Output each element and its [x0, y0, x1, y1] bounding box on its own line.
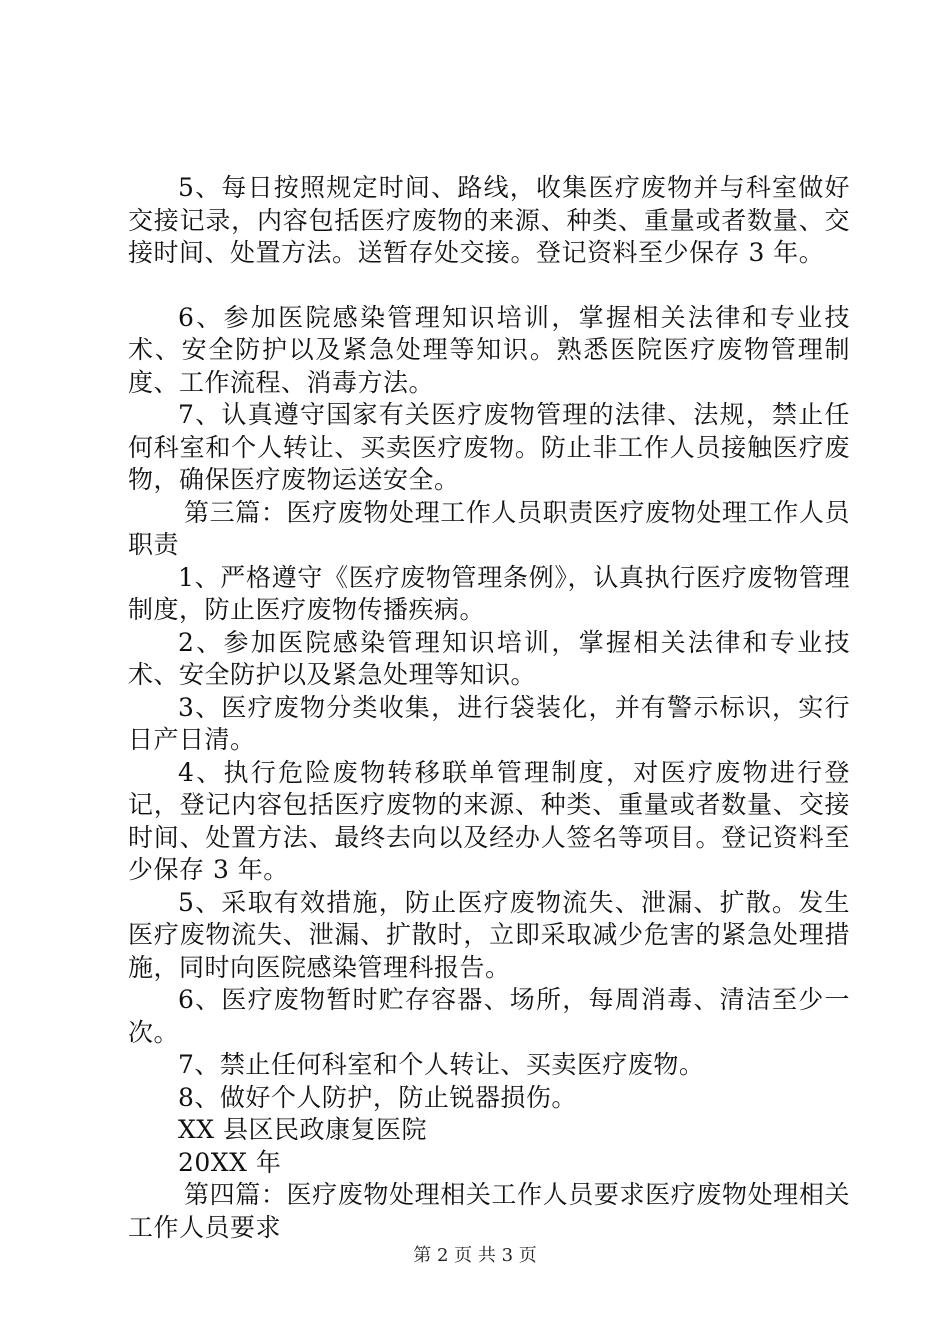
page-number-footer: 第 2 页 共 3 页: [413, 1245, 537, 1266]
paragraph-duty-2: 2、参加医院感染管理知识培训，掌握相关法律和专业技术、安全防护以及紧急处理等知识。: [128, 627, 850, 689]
paragraph-duty-7: 7、禁止任何科室和个人转让、买卖医疗废物。: [178, 1050, 705, 1079]
paragraph-duty-1: 1、严格遵守《医疗废物管理条例》，认真执行医疗废物管理制度，防止医疗废物传播疾病。: [128, 562, 850, 624]
paragraph-item-5-collection: 5、每日按照规定时间、路线，收集医疗废物并与科室做好交接记录，内容包括医疗废物的来源、种类、重量或者数量、交接时间、处置方法。送暂存处交接。登记资料至少保存 3 年。: [128, 173, 850, 267]
section-heading-part-3: 第三篇：医疗废物处理工作人员职责医疗废物处理工作人员职责: [128, 497, 850, 559]
document-body: [128, 172, 850, 1244]
paragraph-item-6-training: 6、参加医院感染管理知识培训，掌握相关法律和专业技术、安全防护以及紧急处理等知识。熟悉医院医疗废物管理制度、工作流程、消毒方法。: [128, 302, 850, 397]
paragraph-duty-3: 3、医疗废物分类收集，进行袋装化，并有警示标识，实行日产日清。: [128, 692, 850, 754]
signature-organization: XX 县区民政康复医院: [178, 1115, 428, 1144]
paragraph-duty-6: 6、医疗废物暂时贮存容器、场所，每周消毒、清洁至少一次。: [128, 985, 850, 1047]
paragraph-duty-5: 5、采取有效措施，防止医疗废物流失、泄漏、扩散。发生医疗废物流失、泄漏、扩散时，立即采取减少危害的紧急处理措施，同时向医院感染管理科报告。: [128, 887, 850, 982]
paragraph-item-7-compliance: 7、认真遵守国家有关医疗废物管理的法律、法规，禁止任何科室和个人转让、买卖医疗废物。防止非工作人员接触医疗废物，确保医疗废物运送安全。: [128, 400, 850, 494]
paragraph-duty-4: 4、执行危险废物转移联单管理制度，对医疗废物进行登记，登记内容包括医疗废物的来源、种类、重量或者数量、交接时间、处置方法、最终去向以及经办人签名等项目。登记资料至少保存 3 年。: [128, 757, 850, 884]
section-heading-part-4: 第四篇：医疗废物处理相关工作人员要求医疗废物处理相关工作人员要求: [128, 1180, 850, 1242]
paragraph-duty-8: 8、做好个人防护，防止锐器损伤。: [178, 1082, 577, 1112]
signature-year: 20XX 年: [178, 1147, 282, 1177]
